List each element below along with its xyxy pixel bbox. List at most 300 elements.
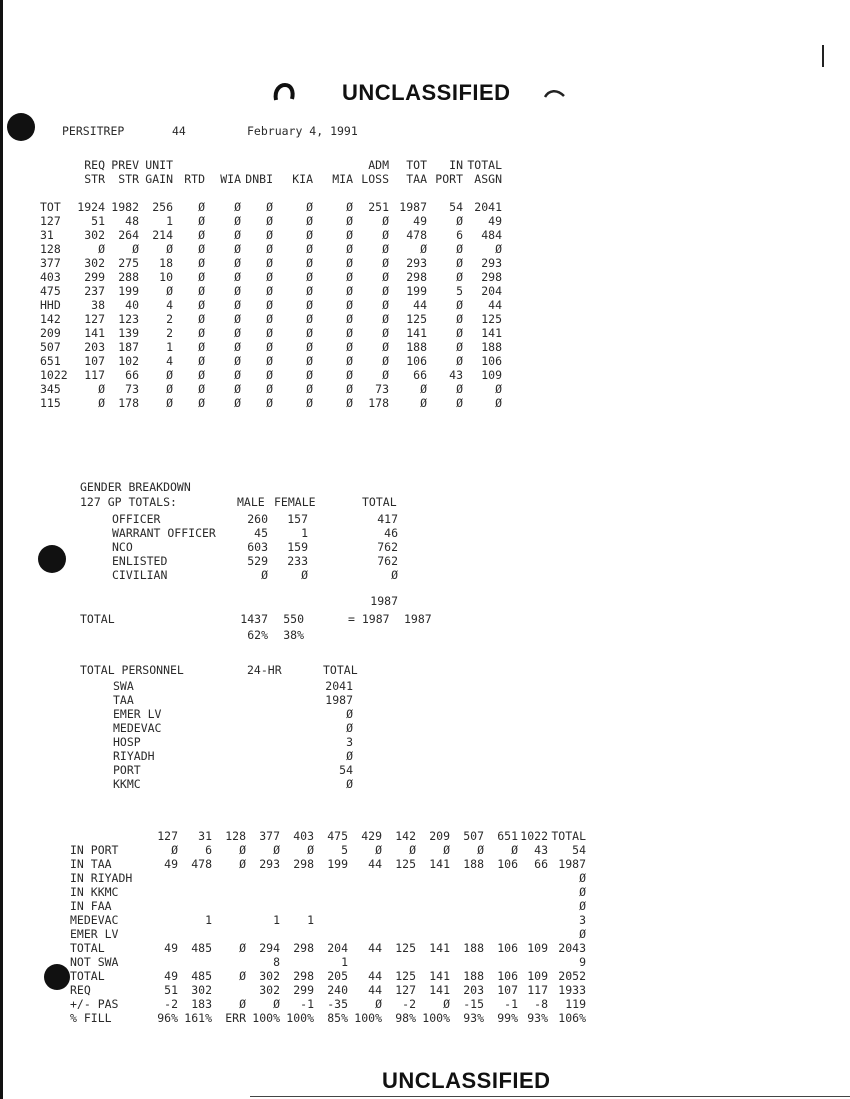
cell-req-str: 107 [84, 354, 105, 368]
unit-cell: 106% [558, 1011, 586, 1025]
gender-table [112, 512, 398, 582]
unit-cell [382, 955, 416, 969]
cell-unit-gain: 2 [166, 312, 173, 326]
unit-cell: Ø [239, 843, 246, 857]
unit-cell: -2 [402, 997, 416, 1011]
header-rtd: RTD [184, 172, 205, 186]
gender-total-extra: 1987 [404, 612, 432, 626]
unit-cell [246, 899, 280, 913]
unit-cell: Ø [239, 941, 246, 955]
unit-cell: 127 [395, 983, 416, 997]
unit-cell: 1 [341, 955, 348, 969]
header-total-asgn: ASGN [474, 172, 502, 186]
strength-row [40, 298, 502, 312]
cell-unit-gain: 18 [159, 256, 173, 270]
unit-cell [212, 899, 246, 913]
unit-row-label: IN TAA [70, 857, 112, 871]
unit-cell: -35 [327, 997, 348, 1011]
unit-cell: Ø [579, 927, 586, 941]
header-unit [40, 158, 70, 172]
cell-prev-str: 187 [118, 340, 139, 354]
strength-header-row [40, 158, 502, 172]
cell-rtd: Ø [198, 340, 205, 354]
cell-kia: Ø [306, 396, 313, 410]
cell-unit: 651 [40, 354, 61, 368]
unit-cell [416, 913, 450, 927]
unit-cell [484, 955, 518, 969]
unit-cell: 183 [191, 997, 212, 1011]
cell-in-port: 54 [449, 200, 463, 214]
cell-dnbi: Ø [266, 200, 273, 214]
cell-wia: Ø [234, 354, 241, 368]
unit-row [70, 871, 586, 885]
personnel-value: 2041 [325, 679, 353, 693]
unit-cell: 119 [565, 997, 586, 1011]
unit-cell: 1 [205, 913, 212, 927]
unit-row [70, 927, 586, 941]
cell-prev-str: 178 [118, 396, 139, 410]
cell-prev-str: 73 [125, 382, 139, 396]
bottom-rule [250, 1096, 850, 1097]
header-in-port: IN [449, 158, 463, 172]
cell-rtd: Ø [198, 312, 205, 326]
cell-tot-taa: 199 [406, 284, 427, 298]
gender-female: 159 [287, 540, 308, 554]
header-prev-str: STR [118, 172, 139, 186]
unit-cell [348, 955, 382, 969]
unit-cell [416, 871, 450, 885]
cell-kia: Ø [306, 242, 313, 256]
cell-tot-taa: 141 [406, 326, 427, 340]
unit-cell [152, 955, 178, 969]
punch-hole-middle [38, 545, 66, 573]
cell-mia: Ø [346, 256, 353, 270]
gender-male: 260 [247, 512, 268, 526]
unit-cell: 141 [429, 969, 450, 983]
cell-wia: Ø [234, 368, 241, 382]
cell-rtd: Ø [198, 368, 205, 382]
unit-cell [212, 913, 246, 927]
cell-kia: Ø [306, 368, 313, 382]
unit-cell: 293 [259, 857, 280, 871]
strength-table [40, 158, 502, 410]
cell-in-port: Ø [456, 340, 463, 354]
cell-rtd: Ø [198, 242, 205, 256]
unit-cell [382, 899, 416, 913]
classification-bottom: UNCLASSIFIED [382, 1068, 551, 1093]
cell-in-port: Ø [456, 214, 463, 228]
unit-cell [152, 885, 178, 899]
cell-tot-taa: 188 [406, 340, 427, 354]
unit-cell: 6 [205, 843, 212, 857]
unit-cell: 99% [497, 1011, 518, 1025]
unit-cell: 85% [327, 1011, 348, 1025]
gender-total: 762 [377, 554, 398, 568]
cell-req-str: 117 [84, 368, 105, 382]
unit-cell [450, 885, 484, 899]
unit-cell: 125 [395, 969, 416, 983]
cell-unit-gain: 1 [166, 340, 173, 354]
unit-cell: 298 [293, 857, 314, 871]
cell-adm-loss: Ø [382, 242, 389, 256]
unit-cell: Ø [579, 899, 586, 913]
gender-female: Ø [301, 568, 308, 582]
unit-cell: 98% [395, 1011, 416, 1025]
cell-dnbi: Ø [266, 326, 273, 340]
cell-adm-loss: Ø [382, 284, 389, 298]
unit-row-label: IN RIYADH [70, 871, 133, 885]
cell-in-port: Ø [456, 298, 463, 312]
unit-cell [348, 913, 382, 927]
unit-column-header: 475 [327, 829, 348, 843]
gender-category: WARRANT OFFICER [112, 526, 216, 540]
cell-total-asgn: Ø [495, 396, 502, 410]
cell-mia: Ø [346, 270, 353, 284]
gender-row [112, 526, 398, 540]
header-wia [205, 158, 241, 172]
cell-in-port: 5 [456, 284, 463, 298]
cell-req-str: 38 [91, 298, 105, 312]
cell-rtd: Ø [198, 214, 205, 228]
unit-cell [484, 913, 518, 927]
unit-cell [416, 899, 450, 913]
unit-column-header: 651 [497, 829, 518, 843]
unit-cell [178, 885, 212, 899]
cell-prev-str: 123 [118, 312, 139, 326]
unit-cell: Ø [443, 843, 450, 857]
personnel-table [113, 679, 353, 791]
header-tot-taa: TAA [406, 172, 427, 186]
unit-cell [152, 927, 178, 941]
cell-adm-loss: Ø [382, 270, 389, 284]
unit-cell [382, 871, 416, 885]
gender-category: OFFICER [112, 512, 161, 526]
cell-rtd: Ø [198, 284, 205, 298]
unit-row-label: REQ [70, 983, 91, 997]
personnel-row [113, 735, 353, 749]
unit-cell [450, 899, 484, 913]
unit-cell: Ø [443, 997, 450, 1011]
cell-tot-taa: 106 [406, 354, 427, 368]
unit-cell [518, 899, 548, 913]
unit-cell: 302 [259, 983, 280, 997]
unit-cell [484, 871, 518, 885]
cell-rtd: Ø [198, 326, 205, 340]
cell-req-str: Ø [98, 242, 105, 256]
cell-adm-loss: Ø [382, 214, 389, 228]
unit-cell [484, 885, 518, 899]
cell-mia: Ø [346, 396, 353, 410]
cell-mia: Ø [346, 228, 353, 242]
personnel-value: Ø [346, 749, 353, 763]
unit-cell [518, 913, 548, 927]
cell-unit-gain: Ø [166, 382, 173, 396]
unit-cell [178, 871, 212, 885]
unit-cell: 485 [191, 969, 212, 983]
unit-cell: 3 [579, 913, 586, 927]
strength-header-row [40, 172, 502, 186]
header-rtd [173, 158, 205, 172]
unit-cell: 93% [463, 1011, 484, 1025]
unit-row [70, 857, 586, 871]
cell-mia: Ø [346, 284, 353, 298]
personnel-row [113, 679, 353, 693]
cell-wia: Ø [234, 340, 241, 354]
personnel-value: Ø [346, 777, 353, 791]
page-left-border [0, 0, 3, 1099]
unit-cell: Ø [477, 843, 484, 857]
unit-row-label: IN FAA [70, 899, 112, 913]
cell-unit: 115 [40, 396, 61, 410]
unit-cell [212, 871, 246, 885]
cell-kia: Ø [306, 326, 313, 340]
cell-unit: 377 [40, 256, 61, 270]
cell-unit-gain: Ø [166, 368, 173, 382]
unit-cell: Ø [579, 871, 586, 885]
unit-row [70, 997, 586, 1011]
personnel-value: 1987 [325, 693, 353, 707]
cell-kia: Ø [306, 214, 313, 228]
cell-prev-str: 288 [118, 270, 139, 284]
unit-cell [382, 927, 416, 941]
cell-rtd: Ø [198, 256, 205, 270]
strength-row [40, 312, 502, 326]
cell-total-asgn: Ø [495, 242, 502, 256]
cell-total-asgn: 2041 [474, 200, 502, 214]
cell-rtd: Ø [198, 396, 205, 410]
cell-kia: Ø [306, 200, 313, 214]
unit-row [70, 913, 586, 927]
unit-row [70, 941, 586, 955]
cell-kia: Ø [306, 228, 313, 242]
gender-row [112, 512, 398, 526]
cell-kia: Ø [306, 354, 313, 368]
gender-pct-female: 38% [283, 628, 304, 642]
unit-cell [152, 871, 178, 885]
cell-mia: Ø [346, 368, 353, 382]
unit-row [70, 983, 586, 997]
unit-cell [280, 871, 314, 885]
unit-cell [518, 871, 548, 885]
cell-prev-str: 275 [118, 256, 139, 270]
cell-tot-taa: 49 [413, 214, 427, 228]
cell-prev-str: 66 [125, 368, 139, 382]
personnel-label: SWA [113, 679, 134, 693]
cell-in-port: 6 [456, 228, 463, 242]
cell-dnbi: Ø [266, 284, 273, 298]
unit-cell: 298 [293, 969, 314, 983]
unit-row-label: MEDEVAC [70, 913, 119, 927]
cell-in-port: 43 [449, 368, 463, 382]
unit-cell: -8 [534, 997, 548, 1011]
unit-cell [212, 885, 246, 899]
cell-tot-taa: Ø [420, 242, 427, 256]
cell-unit-gain: 4 [166, 354, 173, 368]
cell-wia: Ø [234, 214, 241, 228]
cell-prev-str: 40 [125, 298, 139, 312]
unit-cell: 188 [463, 969, 484, 983]
unit-cell [178, 899, 212, 913]
unit-cell [382, 885, 416, 899]
cell-req-str: Ø [98, 382, 105, 396]
cell-unit-gain: Ø [166, 284, 173, 298]
personnel-row [113, 707, 353, 721]
unit-column-header: 507 [463, 829, 484, 843]
strength-row [40, 326, 502, 340]
unit-cell [178, 955, 212, 969]
cell-unit-gain: 214 [152, 228, 173, 242]
strength-row [40, 382, 502, 396]
strength-row [40, 200, 502, 214]
personnel-value: 54 [339, 763, 353, 777]
unit-cell: 2052 [558, 969, 586, 983]
cell-wia: Ø [234, 270, 241, 284]
gender-header-male: MALE [237, 495, 265, 509]
cell-unit-gain: Ø [166, 396, 173, 410]
cell-mia: Ø [346, 340, 353, 354]
cell-wia: Ø [234, 284, 241, 298]
unit-cell: ERR [225, 1011, 246, 1025]
cell-wia: Ø [234, 228, 241, 242]
cell-rtd: Ø [198, 354, 205, 368]
personnel-value: 3 [346, 735, 353, 749]
cell-total-asgn: 298 [481, 270, 502, 284]
gender-category: ENLISTED [112, 554, 168, 568]
cell-prev-str: 139 [118, 326, 139, 340]
unit-cell [484, 899, 518, 913]
cell-unit: TOT [40, 200, 61, 214]
cell-unit-gain: 4 [166, 298, 173, 312]
cell-prev-str: 1982 [111, 200, 139, 214]
cell-in-port: Ø [456, 326, 463, 340]
cell-prev-str: Ø [132, 242, 139, 256]
unit-cell [212, 983, 246, 997]
unit-cell [246, 927, 280, 941]
cell-wia: Ø [234, 312, 241, 326]
unit-cell: -2 [164, 997, 178, 1011]
personnel-label: EMER LV [113, 707, 162, 721]
unit-row-label: IN PORT [70, 843, 119, 857]
gender-row [112, 568, 398, 582]
header-unit [40, 172, 70, 186]
unit-cell: 44 [368, 857, 382, 871]
unit-cell: 96% [157, 1011, 178, 1025]
unit-cell: 93% [527, 1011, 548, 1025]
gender-total: 762 [377, 540, 398, 554]
gender-header-label: 127 GP TOTALS: [80, 495, 177, 509]
unit-column-header: 31 [198, 829, 212, 843]
unit-cell [314, 885, 348, 899]
unit-cell: 5 [341, 843, 348, 857]
unit-cell: 188 [463, 857, 484, 871]
gender-row [112, 554, 398, 568]
scan-mark-left [272, 82, 296, 108]
cell-mia: Ø [346, 382, 353, 396]
unit-row [70, 885, 586, 899]
gender-total-label: TOTAL [80, 612, 115, 626]
personnel-label: TAA [113, 693, 134, 707]
strength-row [40, 368, 502, 382]
cell-total-asgn: 188 [481, 340, 502, 354]
unit-row [70, 899, 586, 913]
unit-column-header: 128 [225, 829, 246, 843]
unit-cell: 1933 [558, 983, 586, 997]
unit-cell [314, 927, 348, 941]
unit-cell: 107 [497, 983, 518, 997]
unit-cell [314, 899, 348, 913]
cell-unit: HHD [40, 298, 61, 312]
unit-cell: 1 [273, 913, 280, 927]
unit-cell: 125 [395, 941, 416, 955]
personnel-title: TOTAL PERSONNEL [80, 663, 184, 677]
cell-rtd: Ø [198, 298, 205, 312]
header-req-str: STR [84, 172, 105, 186]
cell-unit: 345 [40, 382, 61, 396]
cell-tot-taa: Ø [420, 396, 427, 410]
cell-kia: Ø [306, 340, 313, 354]
unit-cell: 141 [429, 983, 450, 997]
unit-cell: 66 [534, 857, 548, 871]
cell-prev-str: 48 [125, 214, 139, 228]
unit-cell [348, 885, 382, 899]
report-number: 44 [172, 124, 186, 138]
cell-tot-taa: 298 [406, 270, 427, 284]
gender-row [112, 540, 398, 554]
strength-row [40, 354, 502, 368]
personnel-col-total: TOTAL [323, 663, 358, 677]
unit-row-label: % FILL [70, 1011, 112, 1025]
unit-column-header: 142 [395, 829, 416, 843]
header-unit-gain: GAIN [145, 172, 173, 186]
personnel-label: MEDEVAC [113, 721, 162, 735]
unit-cell: -15 [463, 997, 484, 1011]
unit-row-label: NOT SWA [70, 955, 119, 969]
unit-cell: Ø [239, 969, 246, 983]
gender-category: NCO [112, 540, 133, 554]
cell-tot-taa: 1987 [399, 200, 427, 214]
unit-cell [348, 871, 382, 885]
strength-row [40, 270, 502, 284]
cell-total-asgn: Ø [495, 382, 502, 396]
unit-cell [518, 927, 548, 941]
unit-cell [246, 885, 280, 899]
unit-cell: 49 [164, 969, 178, 983]
unit-cell [212, 927, 246, 941]
cell-total-asgn: 106 [481, 354, 502, 368]
cell-dnbi: Ø [266, 354, 273, 368]
header-wia: WIA [220, 172, 241, 186]
personnel-row [113, 693, 353, 707]
unit-column-header: 429 [361, 829, 382, 843]
unit-cell: 8 [273, 955, 280, 969]
cell-total-asgn: 109 [481, 368, 502, 382]
scan-mark-right [543, 86, 567, 105]
gender-male: 603 [247, 540, 268, 554]
unit-cell [314, 913, 348, 927]
header-kia: KIA [292, 172, 313, 186]
cell-req-str: 237 [84, 284, 105, 298]
gender-total: 46 [384, 526, 398, 540]
cell-unit-gain: 10 [159, 270, 173, 284]
cell-unit-gain: 2 [166, 326, 173, 340]
unit-cell: 294 [259, 941, 280, 955]
cell-req-str: 127 [84, 312, 105, 326]
unit-cell: 9 [579, 955, 586, 969]
cell-unit-gain: 256 [152, 200, 173, 214]
cell-tot-taa: Ø [420, 382, 427, 396]
margin-mark [822, 45, 824, 67]
cell-adm-loss: 73 [375, 382, 389, 396]
